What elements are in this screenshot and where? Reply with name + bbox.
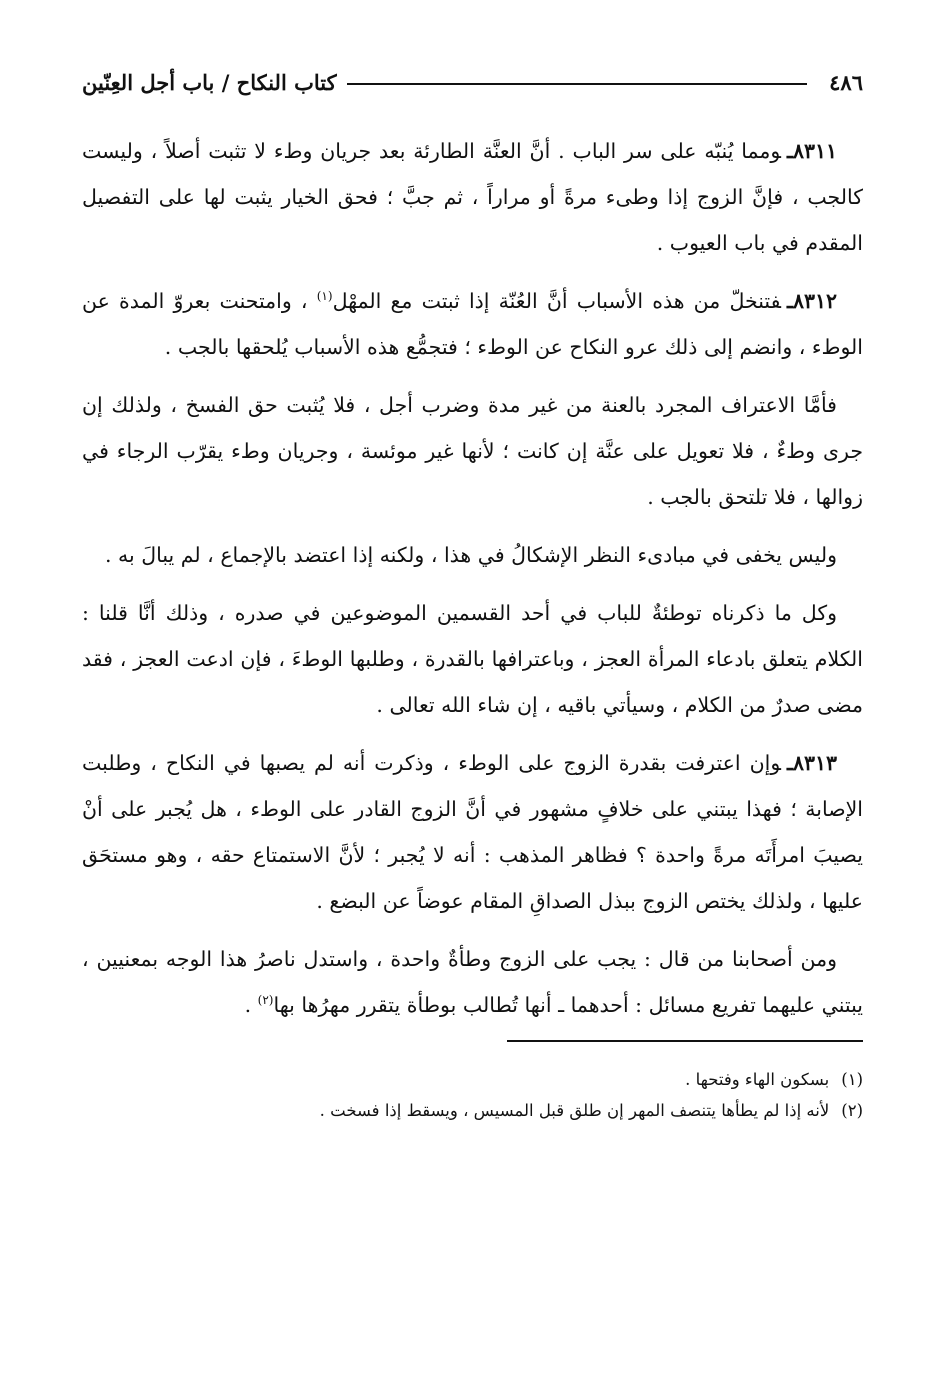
paragraph-text: وإن اعترفت بقدرة الزوج على الوطء ، وذكرت أنه لم يصبها في النكاح ، وطلبت الإصابة ؛ فهذا يبتني على خلافٍ مشهور في أنَّ الزوج القادر على الوطء ، هل يُجبر على أنْ يصيبَ امرأَتَه مرةً واحدة ؟ فظاهر المذهب : أنه لا يُجبر ؛ لأنَّ الاستمتاع حقه ، وهو مستحَق عليها ، ولذلك يختص الزوج ببذل الصداقِ المقام عوضاً عن البضع . — [82, 751, 863, 913]
footnote-number: (١) — [841, 1070, 863, 1089]
header-rule — [347, 83, 808, 85]
paragraph-8313 — [82, 740, 863, 924]
paragraph-text: وكل ما ذكرناه توطئةٌ للباب في أحد القسمين الموضوعين في صدره ، وذلك أنَّا قلنا : الكلام يتعلق بادعاء المرأة العجز ، وباعترافها بالقدرة ، وطلبها الوطءَ ، فإن ادعت العجز ، فقد مضى صدرٌ من الكلام ، وسيأتي باقيه ، إن شاء الله تعالى . — [82, 601, 863, 717]
paragraph-number: ٨٣١١ـ — [786, 139, 837, 163]
paragraph-text-continued: ، وامتحنت بعروّ المدة عن الوطء ، وانضم إلى ذلك عرو النكاح عن الوطء ؛ فتجمُّع هذه الأسباب يُلحقها بالجب . — [82, 289, 863, 359]
paragraph-text-continued: . — [244, 993, 258, 1017]
paragraph — [82, 590, 863, 728]
paragraph — [82, 936, 863, 1028]
paragraph-number: ٨٣١٣ـ — [786, 751, 837, 775]
chapter-title: كتاب النكاح / باب أجل العِنّين — [82, 69, 337, 95]
paragraph-text: ومما يُنبّه على سر الباب . أنَّ العنَّة الطارئة بعد جريان وطء لا تثبت أصلاً ، وليست كالجب ، فإنَّ الزوج إذا وطىء مرةً أو مراراً ، ثم جبَّ ؛ فحق الخيار يثبت لها على التفصيل المقدم في باب العيوب . — [82, 139, 863, 255]
book-page — [82, 60, 863, 1351]
paragraph — [82, 532, 863, 578]
footnote-text: لأنه إذا لم يطأها يتنصف المهر إن طلق قبل المسيس ، ويسقط إذا فسخت . — [319, 1101, 830, 1120]
footnote-2 — [82, 1095, 863, 1126]
paragraph-8311 — [82, 128, 863, 266]
paragraph-text: فتنخلّ من هذه الأسباب أنَّ العُنّة إذا ثبتت مع المهْل — [332, 289, 781, 313]
page-number: ٤٨٦ — [829, 69, 863, 95]
paragraph-text: ومن أصحابنا من قال : يجب على الزوج وطأةٌ واحدة ، واستدل ناصرُ هذا الوجه بمعنيين ، يبتني عليهما تفريع مسائل : أحدهما ـ أنها تُطالب بوطأة يتقرر مهرُها بها — [82, 947, 863, 1017]
main-text — [82, 128, 863, 1028]
footnote-ref-1[interactable]: (١) — [316, 289, 333, 304]
paragraph — [82, 382, 863, 520]
footnote-separator — [507, 1040, 863, 1042]
footnote-number: (٢) — [841, 1101, 863, 1120]
paragraph-text: فأمَّا الاعتراف المجرد بالعنة من غير مدة وضرب أجل ، فلا يُثبت حق الفسخ ، ولذلك إن جرى وطءٌ ، فلا تعويل على عنَّة إن كانت ؛ لأنها غير موئسة ، وجريان وطء يقرّب الرجاء في زوالها ، فلا تلتحق بالجب . — [82, 393, 863, 509]
running-header — [82, 60, 863, 104]
paragraph-8312 — [82, 278, 863, 370]
paragraph-text: وليس يخفى في مبادىء النظر الإشكالُ في هذا ، ولكنه إذا اعتضد بالإجماع ، لم يبالَ به . — [104, 543, 837, 567]
footnote-1 — [82, 1064, 863, 1095]
paragraph-number: ٨٣١٢ـ — [786, 289, 838, 313]
footnotes — [82, 1064, 863, 1126]
footnote-text: بسكون الهاء وفتحها . — [685, 1070, 830, 1089]
footnote-ref-2[interactable]: (٢) — [257, 993, 274, 1008]
